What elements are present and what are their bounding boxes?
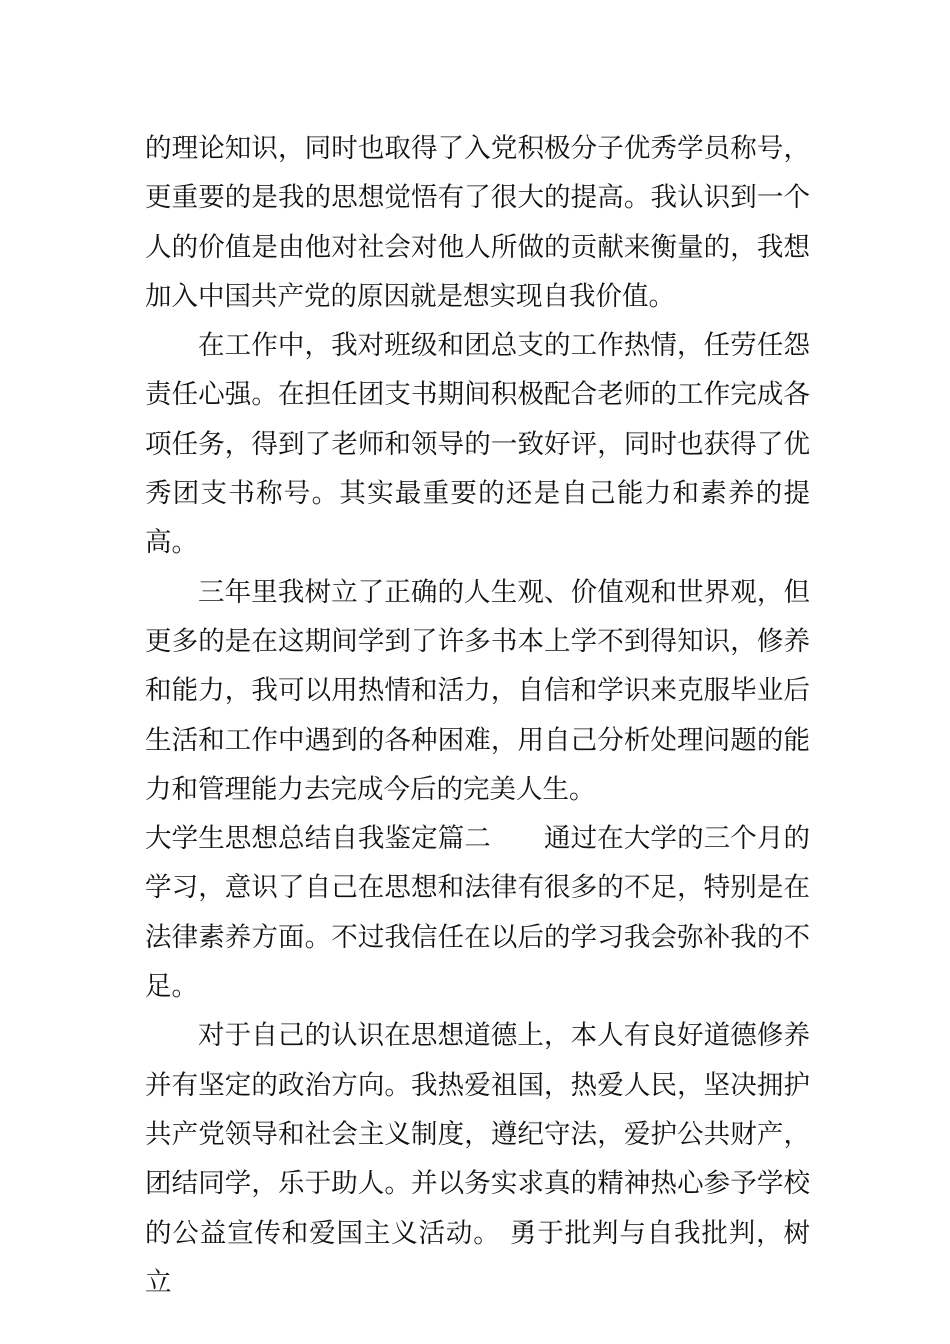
document-page xyxy=(145,124,810,1307)
section-heading: 大学生思想总结自我鉴定篇二 xyxy=(145,823,491,855)
paragraph-5: 对于自己的认识在思想道德上，本人有良好道德修养并有坚定的政治方向。我热爱祖国，热爱人民，坚决拥护共产党领导和社会主义制度，遵纪守法，爱护公共财产，团结同学，乐于助人。并以务实求真的精神热心参予学校的公益宣传和爱国主义活动。 勇于批判与自我批判，树立 xyxy=(145,1020,810,1298)
paragraph-3: 三年里我树立了正确的人生观、价值观和世界观，但更多的是在这期间学到了许多书本上学不到得知识，修养和能力，我可以用热情和活力，自信和学识来克服毕业后生活和工作中遇到的各种困难，用自己分析处理问题的能力和管理能力去完成今后的完美人生。 xyxy=(145,576,810,805)
paragraph-4-text: 通过在大学的三个月的学习，意识了自己在思想和法律有很多的不足，特别是在法律素养方面。不过我信任在以后的学习我会弥补我的不足。 xyxy=(145,823,811,1003)
paragraph-1: 的理论知识，同时也取得了入党积极分子优秀学员称号，更重要的是我的思想觉悟有了很大的提高。我认识到一个人的价值是由他对社会对他人所做的贡献来衡量的，我想加入中国共产党的原因就是想实现自我价值。 xyxy=(145,133,810,312)
paragraph-2: 在工作中，我对班级和团总支的工作热情，任劳任怨责任心强。在担任团支书期间积极配合老师的工作完成各项任务，得到了老师和领导的一致好评，同时也获得了优秀团支书称号。其实最重要的还是自己能力和素养的提高。 xyxy=(145,330,810,559)
paragraph-4 xyxy=(145,814,810,1011)
